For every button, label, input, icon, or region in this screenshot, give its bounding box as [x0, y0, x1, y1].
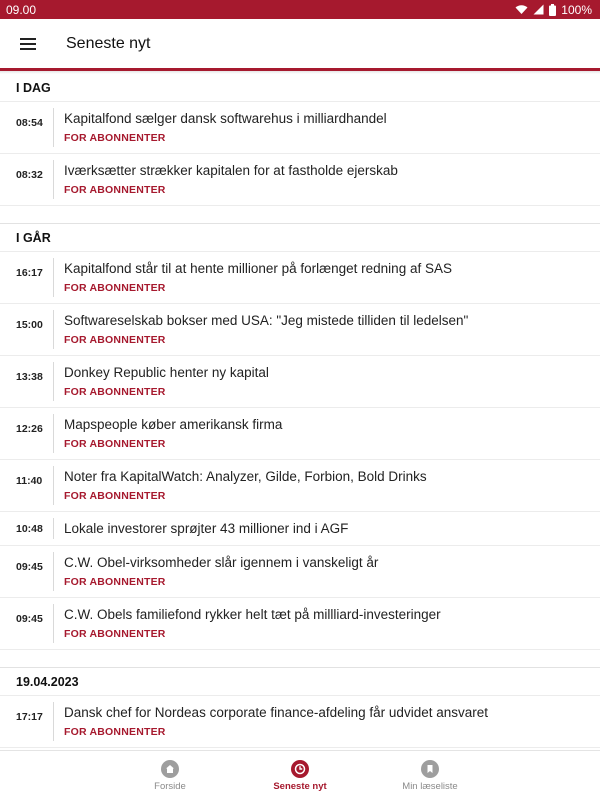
news-item[interactable] [0, 696, 600, 748]
news-title: Lokale investorer sprøjter 43 millioner ind i AGF [64, 521, 349, 536]
news-time: 08:32 [0, 160, 54, 199]
nav-item-min-laeseliste[interactable] [365, 751, 495, 800]
news-time: 13:38 [0, 362, 54, 401]
nav-label: Seneste nyt [273, 780, 327, 792]
subscriber-badge: FOR ABONNENTER [64, 576, 166, 588]
news-title: Kapitalfond sælger dansk softwarehus i milliardhandel [64, 111, 387, 126]
news-item[interactable] [0, 460, 600, 512]
news-item[interactable] [0, 356, 600, 408]
subscriber-badge: FOR ABONNENTER [64, 282, 166, 294]
section-spacer [0, 206, 600, 224]
status-icons [515, 3, 592, 17]
news-item[interactable] [0, 512, 600, 546]
battery-icon [549, 4, 556, 16]
news-title: Dansk chef for Nordeas corporate finance-afdeling får udvidet ansvaret [64, 705, 488, 720]
news-time: 15:00 [0, 310, 54, 349]
bookmark-icon [421, 760, 439, 778]
subscriber-badge: FOR ABONNENTER [64, 386, 166, 398]
hamburger-menu-icon [20, 38, 36, 50]
nav-label: Forside [154, 780, 186, 792]
app-bar [0, 19, 600, 69]
subscriber-badge: FOR ABONNENTER [64, 132, 166, 144]
bottom-navigation [0, 750, 600, 800]
news-time: 11:40 [0, 466, 54, 505]
news-title: Kapitalfond står til at hente millioner på forlænget redning af SAS [64, 261, 452, 276]
news-title: C.W. Obel-virksomheder slår igennem i vanskeligt år [64, 555, 379, 570]
wifi-icon [515, 4, 528, 15]
section-spacer [0, 650, 600, 668]
news-item[interactable] [0, 546, 600, 598]
nav-label: Min læseliste [402, 780, 458, 792]
subscriber-badge: FOR ABONNENTER [64, 438, 166, 450]
news-time: 12:26 [0, 414, 54, 453]
signal-icon [533, 4, 544, 15]
news-time: 09:45 [0, 604, 54, 643]
news-item[interactable] [0, 252, 600, 304]
clock-icon [291, 760, 309, 778]
menu-button[interactable] [0, 19, 56, 69]
home-icon [161, 760, 179, 778]
nav-item-seneste-nyt[interactable] [235, 751, 365, 800]
news-time: 10:48 [0, 518, 54, 539]
section-header-today: I DAG [0, 74, 600, 102]
battery-level: 100% [561, 2, 592, 17]
news-title: Mapspeople køber amerikansk firma [64, 417, 283, 432]
news-title: Iværksætter strækker kapitalen for at fastholde ejerskab [64, 163, 398, 178]
status-bar [0, 0, 600, 19]
subscriber-badge: FOR ABONNENTER [64, 490, 166, 502]
news-item[interactable] [0, 598, 600, 650]
status-time: 09.00 [6, 2, 37, 17]
section-header-date: 19.04.2023 [0, 668, 600, 696]
news-item[interactable] [0, 408, 600, 460]
news-item[interactable] [0, 102, 600, 154]
nav-item-forside[interactable] [105, 751, 235, 800]
subscriber-badge: FOR ABONNENTER [64, 184, 166, 196]
news-feed[interactable] [0, 74, 600, 750]
news-title: Donkey Republic henter ny kapital [64, 365, 269, 380]
news-item[interactable] [0, 304, 600, 356]
news-time: 09:45 [0, 552, 54, 591]
news-title: C.W. Obels familiefond rykker helt tæt på millliard-investeringer [64, 607, 441, 622]
news-title: Softwareselskab bokser med USA: "Jeg mistede tilliden til ledelsen" [64, 313, 469, 328]
news-item[interactable] [0, 154, 600, 206]
subscriber-badge: FOR ABONNENTER [64, 334, 166, 346]
subscriber-badge: FOR ABONNENTER [64, 628, 166, 640]
news-title: Noter fra KapitalWatch: Analyzer, Gilde, Forbion, Bold Drinks [64, 469, 427, 484]
news-time: 16:17 [0, 258, 54, 297]
news-time: 08:54 [0, 108, 54, 147]
section-header-yesterday: I GÅR [0, 224, 600, 252]
page-title: Seneste nyt [66, 35, 151, 52]
subscriber-badge: FOR ABONNENTER [64, 726, 166, 738]
news-time: 17:17 [0, 702, 54, 741]
